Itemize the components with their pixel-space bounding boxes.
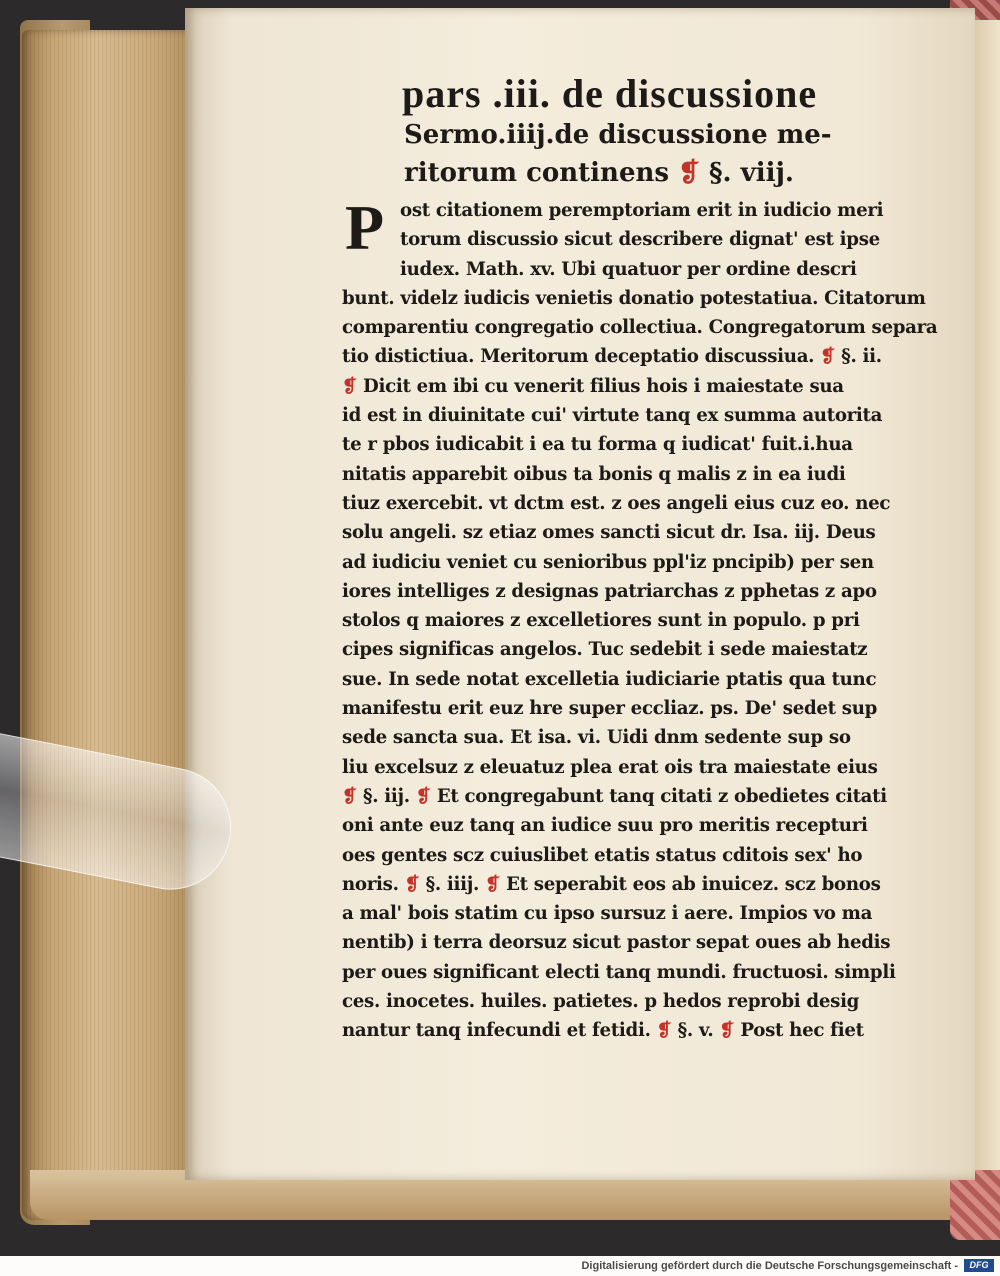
line-text: Et seperabit eos ab inuicez. scz bonos xyxy=(506,873,881,895)
footer-credit: Digitalisierung gefördert durch die Deutsche Forschungsgemeinschaft - xyxy=(581,1260,958,1272)
line-text: ost citationem peremptoriam erit in iudicio meri xyxy=(400,200,884,221)
paragraph-mark: ❡ xyxy=(678,158,709,188)
section-mark: §. viij. xyxy=(708,158,794,188)
paragraph-mark: ❡ xyxy=(814,346,842,368)
line-text: nitatis apparebit oibus ta bonis q malis z in ea iudi xyxy=(342,463,846,485)
sermo-text: Sermo.iiij.de discussione me- xyxy=(404,120,832,150)
paragraph-mark: ❡ xyxy=(342,785,363,807)
paragraph-mark: ❡ xyxy=(415,785,437,807)
text-line xyxy=(342,987,912,1016)
line-text: nantur tanq infecundi et fetidi. xyxy=(342,1020,651,1042)
page-edges xyxy=(22,30,190,1220)
line-text: cipes significas angelos. Tuc sedebit i sede maiestatz xyxy=(342,639,868,661)
text-line xyxy=(342,841,912,870)
section-mark: §. v. xyxy=(677,1020,714,1042)
line-text: oni ante euz tanq an iudice suu pro meritis recepturi xyxy=(342,815,868,837)
line-text: nentib) i terra deorsuz sicut pastor sepat oues ab hedis xyxy=(342,932,891,954)
text-line xyxy=(342,489,912,518)
line-text: ad iudiciu veniet cu senioribus ppl'iz pncipib) per sen xyxy=(342,551,874,573)
line-text: tio distictiua. Meritorum deceptatio discussiua. xyxy=(342,346,815,368)
text-line xyxy=(342,548,912,577)
text-line xyxy=(342,401,912,430)
line-text: sue. In sede notat excelletia iudiciarie ptatis qua tunc xyxy=(342,668,877,690)
text-line xyxy=(342,958,912,987)
sermon-title-line-2 xyxy=(404,154,912,192)
line-text: solu angeli. sz etiaz omes sancti sicut dr. Isa. iij. Deus xyxy=(342,522,876,544)
text-line xyxy=(342,694,912,723)
text-line xyxy=(342,577,912,606)
section-mark: §. iij. xyxy=(362,785,416,807)
footer xyxy=(0,1256,1000,1276)
text-line xyxy=(342,372,912,401)
dfg-logo: DFG xyxy=(964,1259,994,1272)
text-line xyxy=(342,460,912,489)
text-line xyxy=(342,899,912,928)
text-line xyxy=(342,430,912,459)
line-text: liu excelsuz z eleuatuz plea erat ois tra maiestate eius xyxy=(342,756,878,778)
line-text: Post hec fiet xyxy=(740,1020,864,1042)
line-text: torum discussio sicut describere dignat' est ipse xyxy=(400,229,880,251)
text-line xyxy=(342,284,926,313)
paragraph-mark: ❡ xyxy=(713,1020,741,1042)
line-text: id est in diuinitate cui' virtute tanq ex summa autorita xyxy=(342,405,883,427)
text-line xyxy=(342,870,912,899)
line-text: iudex. Math. xv. Ubi quatuor per ordine descri xyxy=(400,258,857,280)
text-line xyxy=(342,342,912,371)
section-mark: §. ii. xyxy=(841,346,882,368)
sermo-text-2: ritorum continens xyxy=(404,158,670,188)
line-text: te r pbos iudicabit i ea tu forma q iudicat' fuit.i.hua xyxy=(342,434,853,456)
paragraph-mark: ❡ xyxy=(398,873,426,895)
line-text: Dicit em ibi cu venerit filius hois i maiestate sua xyxy=(362,375,844,397)
binding-cloth-bottom xyxy=(950,1170,1000,1240)
sermon-title-line-1 xyxy=(404,116,912,154)
text-line xyxy=(342,782,912,811)
text-line xyxy=(342,1016,912,1045)
line-text: Et congregabunt tanq citati z obedietes citati xyxy=(436,785,887,807)
text-line xyxy=(342,635,912,664)
line-text: ces. inocetes. huiles. patietes. p hedos reprobi desig xyxy=(342,991,860,1013)
text-line xyxy=(342,196,912,225)
line-text: oes gentes scz cuiuslibet etatis status cditois sex' ho xyxy=(342,844,863,866)
page-heading: pars .iii. de discussione xyxy=(402,71,818,116)
line-text: iores intelliges z designas patriarchas z pphetas z apo xyxy=(342,580,877,602)
line-text: bunt. videlz iudicis venietis donatio potestatiua. Citatorum xyxy=(342,287,926,309)
text-line xyxy=(342,313,938,342)
line-text: a mal' bois statim cu ipso sursuz i aere. Impios vo ma xyxy=(342,903,873,925)
text-line xyxy=(342,811,912,840)
line-text: per oues significant electi tanq mundi. fructuosi. simpli xyxy=(342,961,896,983)
text-line xyxy=(342,753,912,782)
text-line xyxy=(342,255,912,284)
line-text: stolos q maiores z excelletiores sunt in populo. p pri xyxy=(342,610,860,632)
drop-cap: P xyxy=(345,192,385,263)
line-text: sede sancta sua. Et isa. vi. Uidi dnm sedente sup so xyxy=(342,727,851,749)
text-line xyxy=(342,665,912,694)
paragraph-mark: ❡ xyxy=(342,375,363,397)
text-line xyxy=(342,606,912,635)
line-text: comparentiu congregatio collectiua. Congregatorum separa xyxy=(342,317,938,339)
text-line xyxy=(342,928,912,957)
text-line xyxy=(342,723,912,752)
page-text xyxy=(342,71,938,1046)
paragraph-mark: ❡ xyxy=(650,1020,678,1042)
section-mark: §. iiij. xyxy=(425,873,480,895)
body-text xyxy=(342,192,938,1046)
line-text: tiuz exercebit. vt dctm est. z oes angeli eius cuz eo. nec xyxy=(342,492,891,514)
text-line xyxy=(342,225,912,254)
line-text: noris. xyxy=(342,873,399,895)
paragraph-mark: ❡ xyxy=(479,873,507,895)
text-line xyxy=(342,518,912,547)
line-text: manifestu erit euz hre super eccliaz. ps. De' sedet sup xyxy=(342,698,878,720)
